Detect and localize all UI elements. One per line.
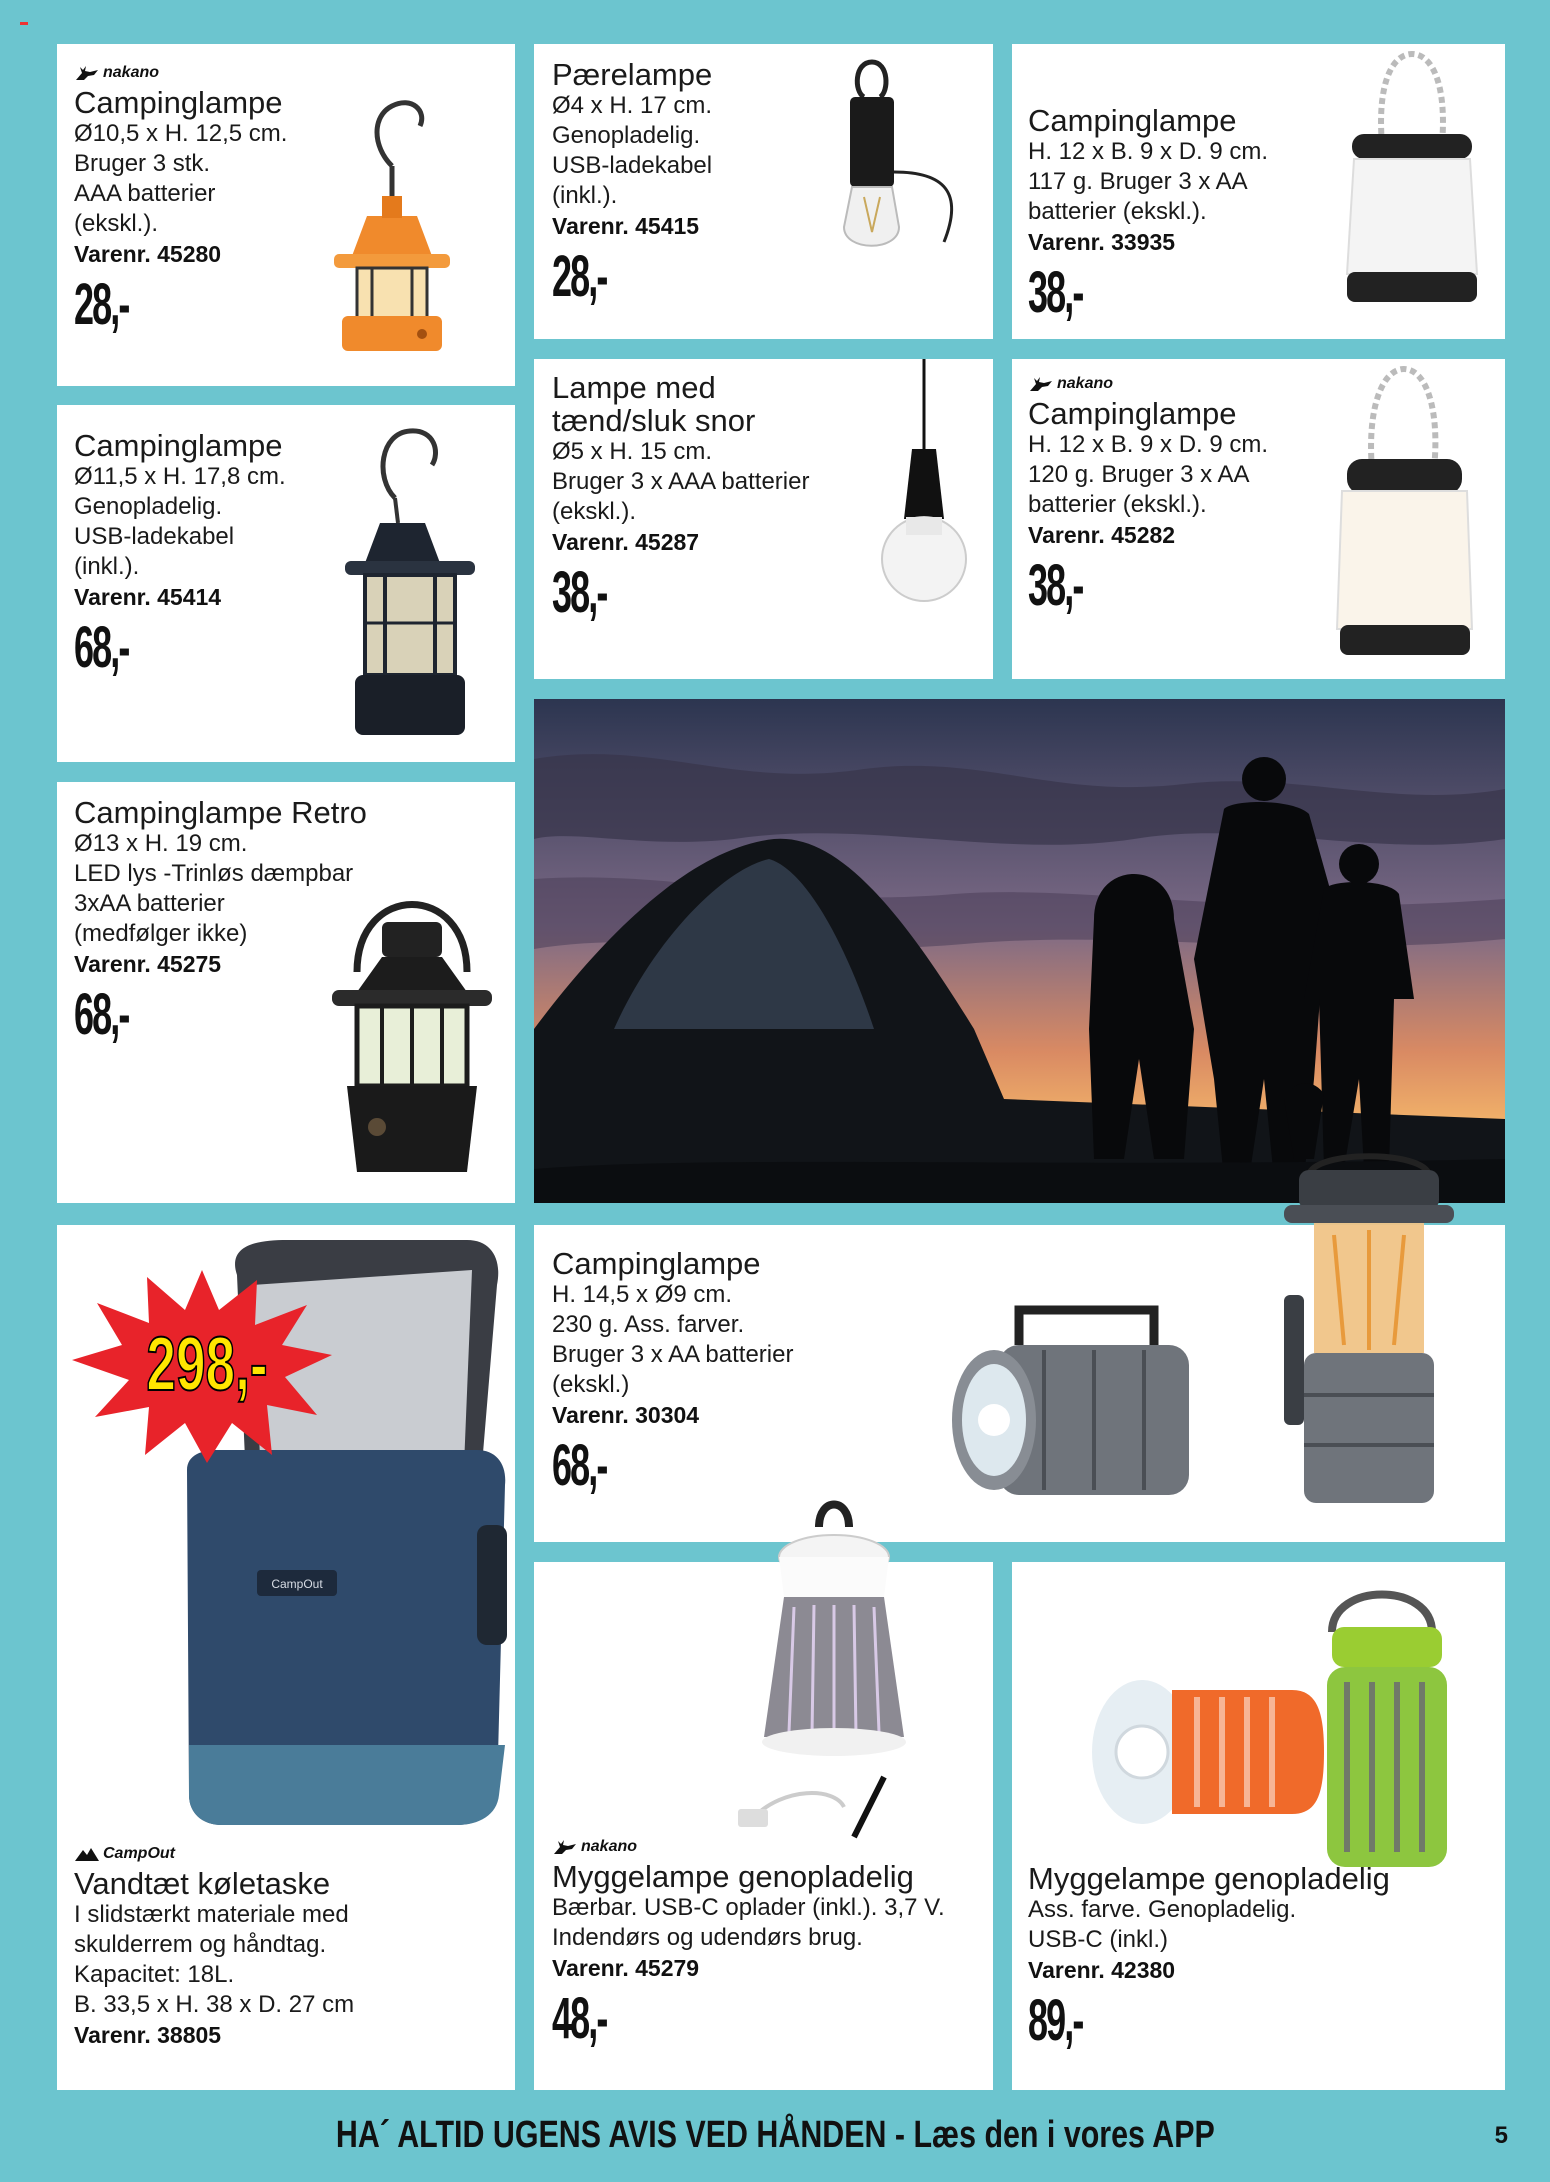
product-card-45415[interactable] — [534, 44, 993, 339]
product-price: 28,- — [552, 244, 607, 309]
brand-name: CampOut — [103, 1845, 175, 1862]
product-title: Campinglampe — [552, 1246, 761, 1281]
deer-icon — [1028, 375, 1054, 393]
page-number: 5 — [1494, 2122, 1508, 2149]
bulb-lamp-image — [794, 52, 974, 292]
product-sku: Varenr. 45279 — [552, 1955, 700, 1981]
product-title: Campinglampe — [1028, 103, 1237, 138]
burst-price-text: 298,- — [146, 1321, 268, 1407]
price-burst-badge — [67, 1265, 337, 1465]
product-specs: Ø4 x H. 17 cm. Genopladelig. USB-ladekabel (inkl.). — [552, 92, 713, 209]
product-price: 68,- — [552, 1433, 607, 1498]
footer-separator: - — [886, 2114, 914, 2156]
nakano-logo — [1028, 375, 1338, 393]
black-lantern-image — [340, 423, 490, 753]
mosquito-lamp-image — [734, 1487, 934, 1867]
deer-icon — [552, 1838, 578, 1856]
white-lantern-image — [1332, 44, 1492, 324]
product-specs: Bærbar. USB-C oplader (inkl.). 3,7 V. Indendørs og udendørs brug. — [552, 1894, 945, 1951]
product-title: Campinglampe Retro — [74, 795, 367, 830]
brand-name: nakano — [1057, 375, 1114, 392]
product-price: 38,- — [552, 560, 607, 625]
product-specs: H. 12 x B. 9 x D. 9 cm. 117 g. Bruger 3 x AA batterier (ekskl.). — [1028, 138, 1269, 225]
nakano-logo — [74, 64, 354, 82]
product-specs: I slidstærkt materiale med skulderrem og håndtag. Kapacitet: 18L. B. 33,5 x H. 38 x D. 27 cm — [74, 1901, 355, 2018]
footer-banner — [0, 2105, 1550, 2165]
flashlight-lantern-image — [944, 1290, 1214, 1530]
mosquito-lantern-pair-image — [1062, 1572, 1492, 1892]
product-card-45287[interactable] — [534, 359, 993, 679]
product-card-38805[interactable] — [57, 1225, 515, 2090]
brand-name: nakano — [103, 64, 160, 81]
product-price: 68,- — [74, 982, 129, 1047]
product-title: Vandtæt køletaske — [74, 1866, 331, 1901]
product-card-45279[interactable] — [534, 1562, 993, 2090]
product-price: 38,- — [1028, 553, 1083, 618]
product-card-45280[interactable] — [57, 44, 515, 386]
campout-logo — [74, 1845, 504, 1863]
product-sku: Varenr. 45287 — [552, 529, 700, 555]
product-price: 48,- — [552, 1986, 607, 2051]
product-card-45414[interactable] — [57, 405, 515, 762]
brand-name: nakano — [581, 1838, 638, 1855]
footer-slogan: HA´ ALTID UGENS AVIS VED HÅNDEN — [335, 2114, 887, 2156]
product-price: 68,- — [74, 615, 129, 680]
product-sku: Varenr. 45414 — [74, 584, 222, 610]
product-specs: H. 14,5 x Ø9 cm. 230 g. Ass. farver. Bruger 3 x AA batterier (ekskl.) — [552, 1281, 794, 1398]
corner-mark — [20, 22, 28, 25]
bag-logo-text: CampOut — [271, 1577, 323, 1591]
product-sku: Varenr. 30304 — [552, 1402, 700, 1428]
white-lantern-image — [1322, 359, 1482, 669]
product-price: 38,- — [1028, 260, 1083, 325]
footer-app-link[interactable]: Læs den i vores APP — [913, 2114, 1215, 2156]
sunset-silhouette-image — [534, 699, 1505, 1203]
nakano-logo — [552, 1838, 992, 1856]
product-specs: Ø13 x H. 19 cm. LED lys -Trinløs dæmpbar 3xAA batterier (medfølger ikke) — [74, 830, 354, 947]
product-sku: Varenr. 42380 — [1028, 1957, 1176, 1983]
product-specs: Ø11,5 x H. 17,8 cm. Genopladelig. USB-ladekabel (inkl.). — [74, 463, 286, 580]
collapsible-lantern-image — [1274, 1145, 1464, 1525]
product-title: Lampe med tænd/sluk snor — [552, 370, 756, 438]
footer-text — [336, 2105, 1215, 2165]
product-sku: Varenr. 45280 — [74, 241, 222, 267]
product-specs: Ass. farve. Genopladelig. USB-C (inkl.) — [1028, 1896, 1297, 1953]
product-specs: Ø10,5 x H. 12,5 cm. Bruger 3 stk. AAA batterier (ekskl.). — [74, 120, 288, 237]
product-card-30304[interactable] — [534, 1225, 1505, 1542]
product-price: 89,- — [1028, 1988, 1083, 2053]
product-title: Campinglampe — [74, 428, 283, 463]
product-sku: Varenr. 45282 — [1028, 522, 1176, 548]
product-sku: Varenr. 45415 — [552, 213, 700, 239]
product-title: Myggelampe genopladelig — [552, 1859, 914, 1894]
product-sku: Varenr. 38805 — [74, 2022, 222, 2048]
product-card-45282[interactable] — [1012, 359, 1505, 679]
product-title: Pærelampe — [552, 57, 713, 92]
product-card-42380[interactable] — [1012, 1562, 1505, 2090]
camping-photo — [534, 699, 1505, 1203]
product-specs: H. 12 x B. 9 x D. 9 cm. 120 g. Bruger 3 x AA batterier (ekskl.). — [1028, 431, 1269, 518]
product-price: 28,- — [74, 272, 129, 337]
product-title: Campinglampe — [74, 85, 283, 120]
product-sku: Varenr. 33935 — [1028, 229, 1176, 255]
deer-icon — [74, 64, 100, 82]
product-card-33935[interactable] — [1012, 44, 1505, 339]
pull-cord-bulb-image — [864, 359, 984, 659]
product-specs: Ø5 x H. 15 cm. Bruger 3 x AAA batterier (ekskl.). — [552, 438, 810, 525]
product-title: Campinglampe — [1028, 396, 1237, 431]
product-title: Myggelampe genopladelig — [1028, 1861, 1390, 1896]
product-sku: Varenr. 45275 — [74, 951, 222, 977]
product-card-45275[interactable] — [57, 782, 515, 1203]
mountain-icon — [74, 1846, 100, 1862]
